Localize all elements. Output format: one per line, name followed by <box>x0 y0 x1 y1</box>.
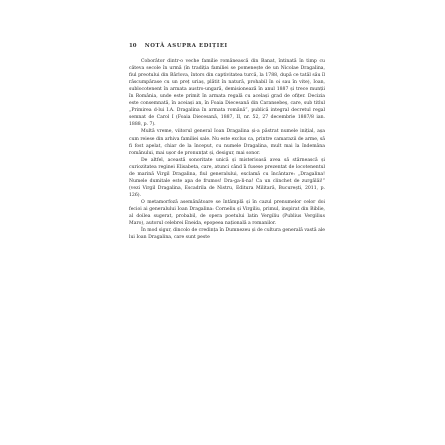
paragraph: Multă vreme, viitorul general Ioan Dragalina și-a păstrat numele inițial, așa cum reiese din arhiva familiei sale. Nu este exclus ca, printre camarazii de arme, să fi fost apelat, chiar de la început, cu numele Dragalina, mult mai la îndemâna românului, mai ușor de pronunțat și, desigur, mai sonor. <box>129 129 326 156</box>
running-header <box>129 41 329 51</box>
paragraph: O metamorfoză asemănătoare se întâmplă și în cazul prenumelor celor doi fecioi ai generalului Ioan Dragalina: Corneliu și Virgiliu, primul, inspirat din Biblie, al doilea sugerat, probabil, de opera poetului latin Vergiliu (Publius Vergilius Maro), autorul celebrei Eneida, epopeea națională a romanilor. <box>129 199 325 227</box>
page-number: 10 <box>129 43 137 49</box>
paragraph: În mod sigur, dincolo de credința în Dumnezeu și de cultura generală vastă ale lui Ioan Dragalina, care sunt peste <box>129 228 325 241</box>
body-text <box>129 58 325 241</box>
header-title: NOTĂ ASUPRA EDIȚIEI <box>144 43 228 49</box>
paragraph: De altfel, această sonoritate unică și misterioasă avea să stârnească și curiozitatea reginei Elisabeta, care, atunci când îi fusese prezentat de locotenentul de marină Virgil Dragalina, fiul generalului, exclamă cu încântare: „Dragalina! Numele dumitale este apa de frumos! Dra-ga-li-na! Ca un clinchet de zurgălăi!” (vezi Virgil Dragalina, Escadrila de Nistru, Editura Militară, București, 2011, p. 126). <box>129 157 325 198</box>
paragraph: Coborâtor dintr-o veche familie românească din Banat, întinată în timp cu câteva secole în urmă (în tradiția familiei se pomenește de un Nicolae Dragalina, fiul preotului din Bârlova, întors din captivitatea turcă, la 1788, după ce tatăl său îl răscumpărase cu un preț uriaș, plătit în natură, prohabil în oi sau în vite), Ioan, sublocotenent în armata austro-ungară, demisionează în anul 1887 și trece munții în România, unde este primit în armata regală cu același grad de ofițer. Decizia este consemnată, în aceiași an, în Foaia Diecesană din Caransebeș, care, sub titlul „Primirea d-lui I.A. Dragalina în armata română”, publică integral decretul regal semnat de Carol I (Foaia Diecesană, 1887, II, nr. 52, 27 decembrie 1887/8 ian. 1888, p. 7). <box>129 59 325 128</box>
